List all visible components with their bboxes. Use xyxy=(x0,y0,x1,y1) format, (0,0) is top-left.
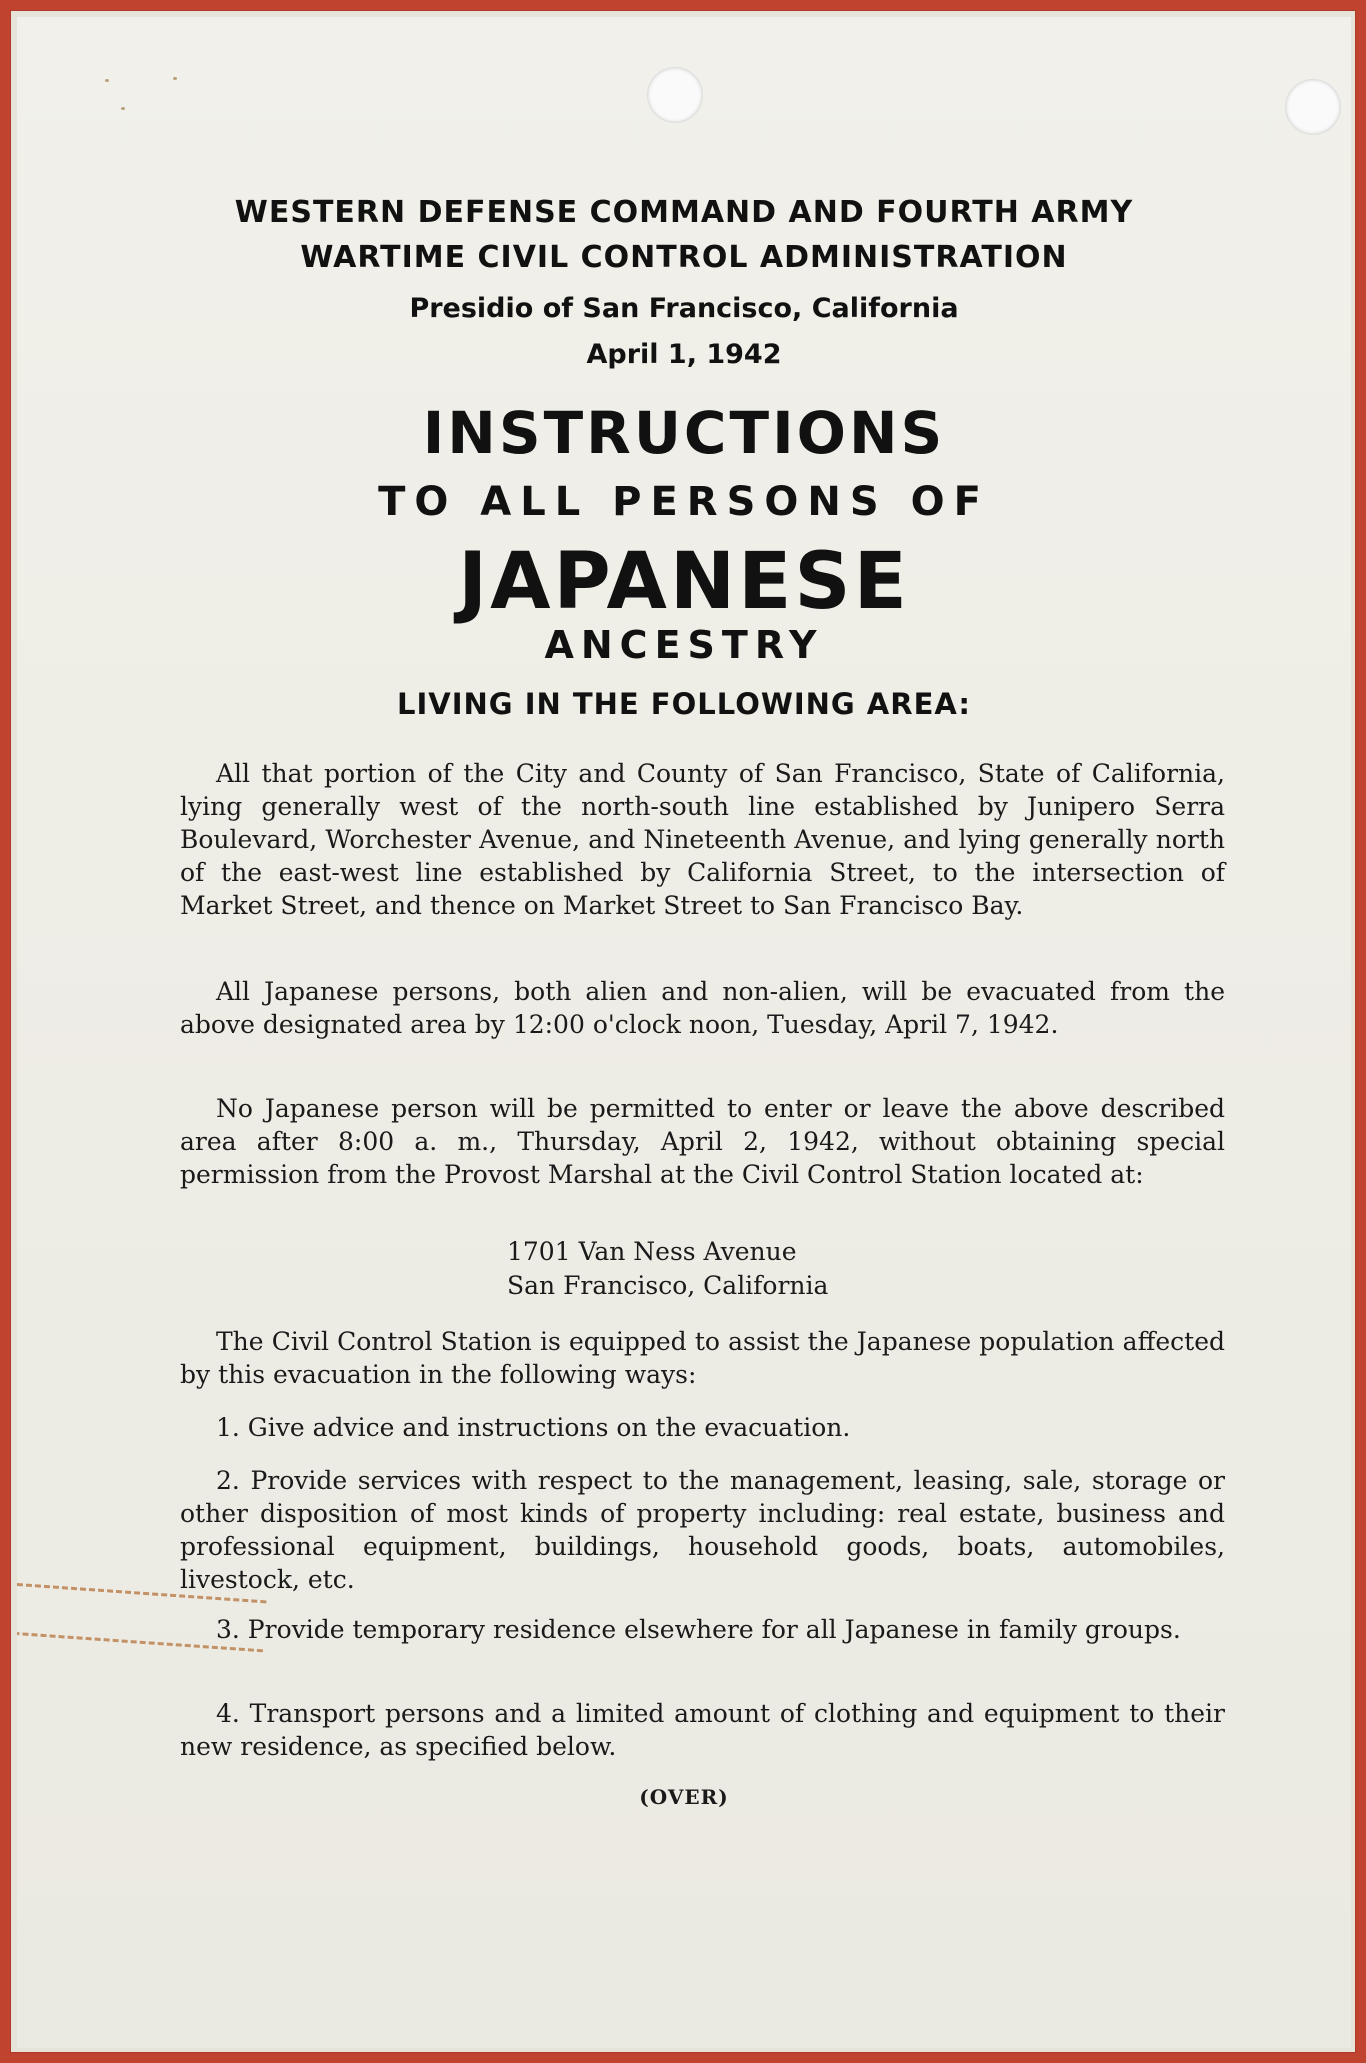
address-street: 1701 Van Ness Avenue xyxy=(507,1237,797,1266)
permission-paragraph: No Japanese person will be permitted to enter or leave the above described area after 8:00 a. m., Thursday, April 2, 1942, without obtaining special permission from the Provost Marshal at the Civil Control Station located at: xyxy=(180,1094,1225,1189)
title-to-all-persons: TO ALL PERSONS OF xyxy=(378,479,990,525)
list-item-text: 4. Transport persons and a limited amount of clothing and equipment to their new residence, as specified below. xyxy=(180,1699,1225,1761)
punch-hole xyxy=(1285,79,1341,135)
title-japanese: JAPANESE xyxy=(458,537,910,627)
title-instructions: INSTRUCTIONS xyxy=(422,399,946,467)
evacuation-notice xyxy=(180,975,1225,1041)
paper-speck xyxy=(173,77,177,80)
address-city: San Francisco, California xyxy=(507,1271,829,1300)
area-description xyxy=(180,757,1225,922)
permission-notice xyxy=(180,1092,1225,1191)
area-paragraph: All that portion of the City and County of San Francisco, State of California, lying generally west of the north-south line established by Junipero Serra Boulevard, Worchester Avenue, and Nineteenth Avenue, and lying generally north of the east-west line established by California Street, to the intersection of Market Street, and thence on Market Street to San Francisco Bay. xyxy=(180,759,1225,920)
station-intro-paragraph: The Civil Control Station is equipped to assist the Japanese population affected by this evacuation in the following ways: xyxy=(180,1327,1225,1389)
over-indicator: (OVER) xyxy=(639,1785,729,1809)
command-heading: WESTERN DEFENSE COMMAND AND FOURTH ARMY xyxy=(234,195,1134,230)
list-item-3 xyxy=(180,1613,1225,1646)
list-item-2 xyxy=(180,1464,1225,1596)
administration-heading: WARTIME CIVIL CONTROL ADMINISTRATION xyxy=(300,240,1068,275)
location-heading: Presidio of San Francisco, California xyxy=(409,293,959,324)
list-item-4 xyxy=(180,1697,1225,1763)
evacuation-paragraph: All Japanese persons, both alien and non-alien, will be evacuated from the above designated area by 12:00 o'clock noon, Tuesday, April 7, 1942. xyxy=(180,977,1225,1039)
station-address xyxy=(507,1235,828,1303)
paper-speck xyxy=(121,107,125,110)
document-frame xyxy=(10,10,1356,2053)
station-intro xyxy=(180,1325,1225,1391)
date-heading: April 1, 1942 xyxy=(586,339,782,370)
title-ancestry: ANCESTRY xyxy=(544,623,824,667)
list-item-text: 3. Provide temporary residence elsewhere for all Japanese in family groups. xyxy=(216,1615,1181,1644)
list-item-text: 1. Give advice and instructions on the evacuation. xyxy=(216,1413,851,1442)
document-page xyxy=(17,17,1351,2048)
list-item-1 xyxy=(180,1411,1225,1444)
title-living-area: LIVING IN THE FOLLOWING AREA: xyxy=(397,687,971,721)
punch-hole xyxy=(647,67,703,123)
paper-speck xyxy=(105,79,109,82)
list-item-text: 2. Provide services with respect to the management, leasing, sale, storage or other disposition of most kinds of property including: real estate, business and professional equipment, buildings, household goods, boats, automobiles, livestock, etc. xyxy=(180,1466,1225,1594)
